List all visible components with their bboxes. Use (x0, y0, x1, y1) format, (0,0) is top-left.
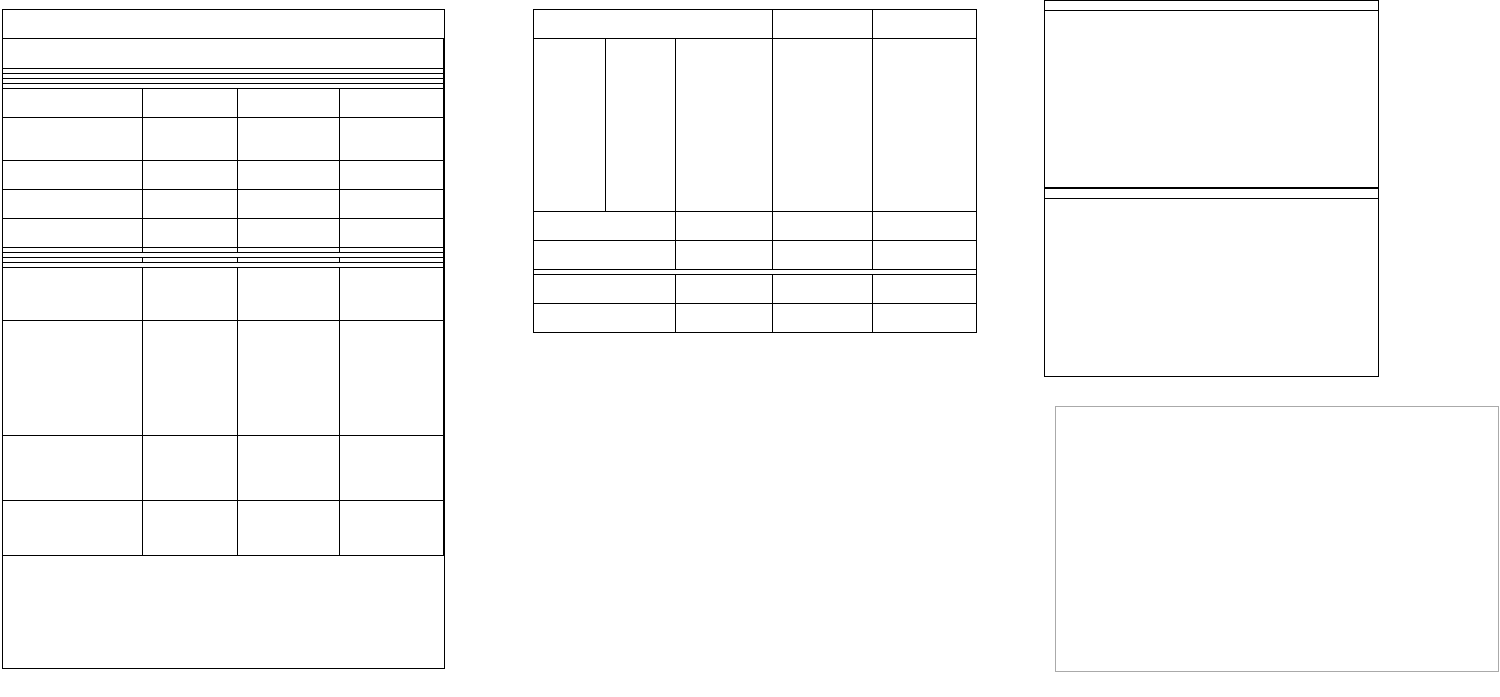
survival-value (872, 275, 976, 304)
empty-cell (339, 118, 443, 161)
r9-value (676, 275, 772, 304)
psb-value (339, 436, 443, 501)
product-info-table (2, 38, 444, 556)
cls-value (339, 161, 443, 190)
supplier-row (1062, 523, 1312, 535)
tech-label (3, 89, 143, 118)
empty-cell (534, 241, 676, 270)
energy-value (143, 268, 237, 321)
page-4-eprel (1055, 406, 1499, 672)
cct-value (339, 321, 443, 436)
cct-label (237, 321, 339, 436)
width-label (606, 59, 676, 77)
email-row (1062, 595, 1065, 607)
chroma-label (772, 241, 872, 270)
width-value (676, 59, 772, 77)
envelope-label (237, 190, 339, 219)
empty-cell (772, 304, 872, 333)
photometric-header (1045, 1, 1378, 11)
website-row (1327, 523, 1495, 535)
r9-label (534, 275, 676, 304)
cri-value (339, 501, 443, 556)
tech-value (143, 89, 237, 118)
high-lum-label (3, 219, 143, 248)
photometric-record-3000k (1044, 0, 1379, 188)
photometric-header (1045, 189, 1378, 199)
product-params-table-continued (533, 9, 977, 333)
pnet-label (3, 501, 143, 556)
pnet-value (143, 501, 237, 556)
flux-value (143, 321, 237, 436)
qr-code-icon (1426, 419, 1484, 477)
empty-cell (872, 10, 976, 39)
spd-label (772, 39, 872, 212)
mains-label (3, 161, 143, 190)
cri-label (237, 501, 339, 556)
phone-row (1327, 595, 1330, 607)
empty-cell (534, 10, 773, 39)
spd-value (872, 39, 976, 212)
height-label (606, 39, 676, 59)
mains-value (143, 161, 237, 190)
regulation-text (3, 39, 444, 69)
empty-cell (339, 219, 443, 248)
envelope-value (339, 190, 443, 219)
irc-cont (772, 10, 872, 39)
equiv-label (534, 212, 676, 241)
class-label (237, 268, 339, 321)
photometric-record-6500k (1044, 188, 1379, 377)
directional-label (237, 89, 339, 118)
maint-value (676, 304, 772, 333)
empty-cell (237, 219, 339, 248)
dims-label (534, 39, 606, 212)
flux-label (3, 321, 143, 436)
energy-label (3, 268, 143, 321)
empty-cell (237, 118, 339, 161)
cls-label (237, 161, 339, 190)
equiv-w-value (872, 212, 976, 241)
psb-label (237, 436, 339, 501)
equiv-w-label (772, 212, 872, 241)
survival-label (772, 275, 872, 304)
eprel-row (1062, 490, 1065, 502)
color-value (143, 190, 237, 219)
page-2 (532, 0, 978, 697)
high-lum-value (143, 219, 237, 248)
color-label (3, 190, 143, 219)
empty-cell (872, 304, 976, 333)
cap-cell (3, 118, 143, 161)
height-value (676, 39, 772, 59)
page-3-photometric (1044, 0, 1377, 376)
class-value (339, 268, 443, 321)
directional-value (339, 89, 443, 118)
maint-label (534, 304, 676, 333)
pon-label (3, 436, 143, 501)
pon-value (143, 436, 237, 501)
equiv-value (676, 212, 772, 241)
cap-value (143, 118, 237, 161)
page-1 (0, 0, 445, 697)
chroma-value (872, 241, 976, 270)
depth-label (606, 77, 676, 212)
name-row (1062, 576, 1065, 588)
depth-value (676, 77, 772, 212)
empty-cell (676, 241, 772, 270)
